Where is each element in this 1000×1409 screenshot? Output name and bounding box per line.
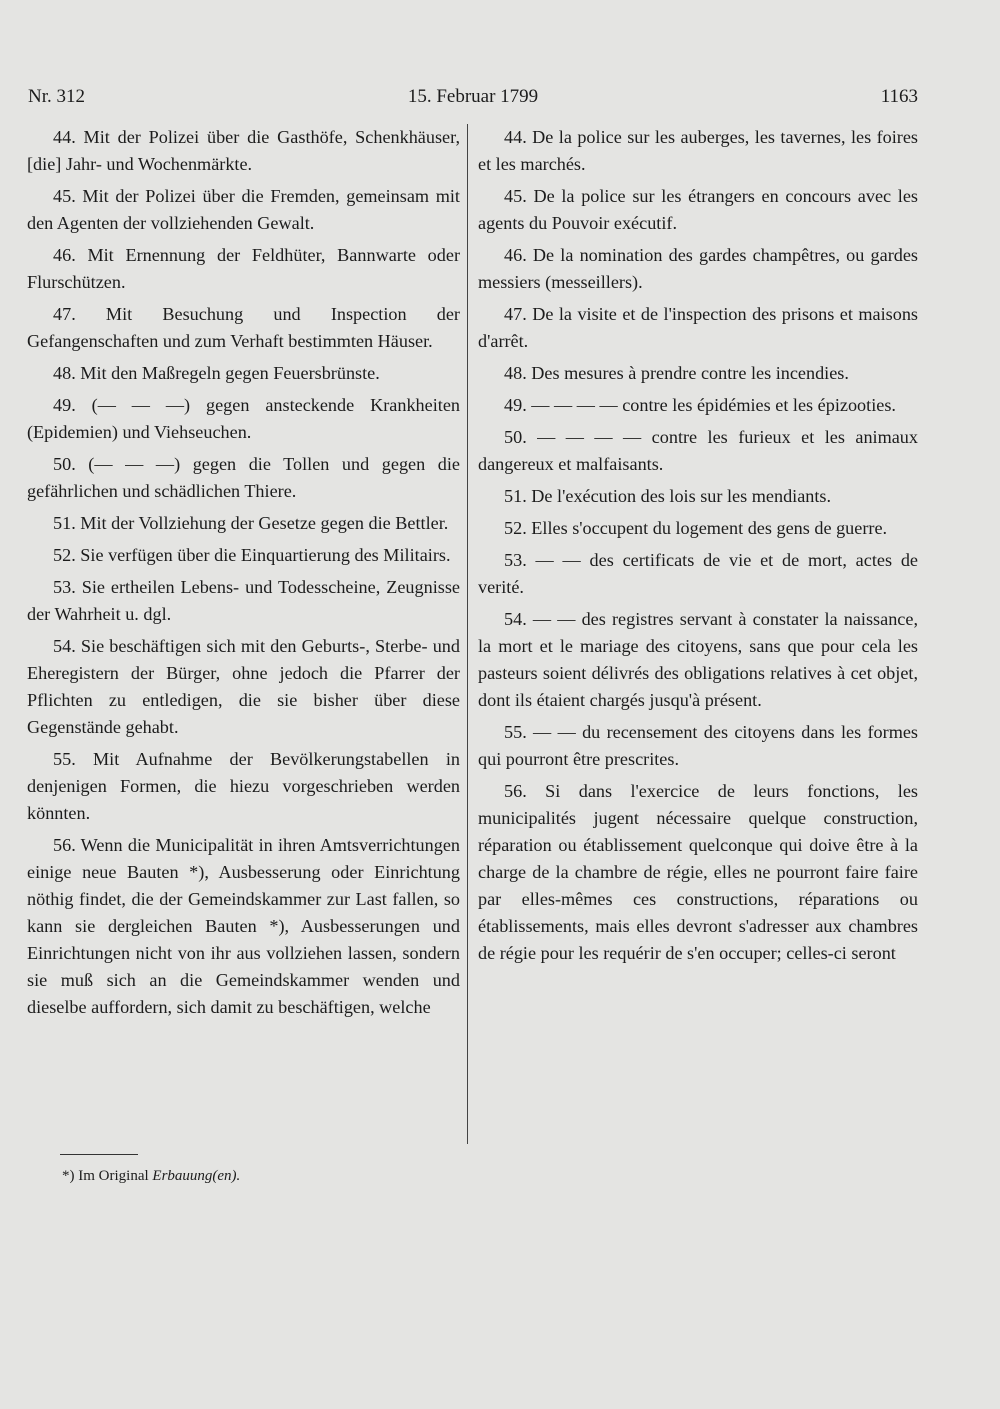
- paragraph-46-de: 46. Mit Ernennung der Feldhüter, Bannwarte oder Flurschützen.: [27, 245, 460, 292]
- paragraph-49-fr: 49. — — — — contre les épidémies et les épizooties.: [504, 395, 896, 415]
- footnote-rule: [60, 1154, 138, 1155]
- paragraph-48-de: 48. Mit den Maßregeln gegen Feuersbrünste.: [53, 363, 380, 383]
- paragraph-46-fr: 46. De la nomination des gardes champêtres, ou gardes messiers (messeillers).: [478, 245, 918, 292]
- paragraph-55-de: 55. Mit Aufnahme der Bevölkerungstabellen in denjenigen Formen, die hiezu vorgeschrieben werden könnten.: [27, 749, 460, 823]
- paragraph-54-de: 54. Sie beschäftigen sich mit den Geburts-, Sterbe- und Eheregistern der Bürger, ohne jedoch die Pfarrer der Pflichten zu entledigen, die sie bisher über diese Gegenstände gehabt.: [27, 636, 460, 737]
- paragraph-53-fr: 53. — — des certificats de vie et de mort, actes de verité.: [478, 550, 918, 597]
- footnote: [62, 1168, 240, 1185]
- paragraph-55-fr: 55. — — du recensement des citoyens dans les formes qui pourront être prescrites.: [478, 722, 918, 769]
- paragraph-54-fr: 54. — — des registres servant à constater la naissance, la mort et le mariage des citoyens, sans que pour cela les pasteurs soient délivrés des obligations relatives à cet objet, dont ils étaient chargés jusqu'à présent.: [478, 609, 918, 710]
- document-date: 15. Februar 1799: [407, 86, 539, 107]
- paragraph-52-fr: 52. Elles s'occupent du logement des gens de guerre.: [504, 518, 888, 538]
- document-number: Nr. 312: [28, 86, 85, 107]
- column-divider: [467, 124, 468, 1144]
- paragraph-53-de: 53. Sie ertheilen Lebens- und Todesscheine, Zeugnisse der Wahrheit u. dgl.: [27, 577, 460, 624]
- page-number: 1163: [880, 86, 918, 107]
- paragraph-56-fr: 56. Si dans l'exercice de leurs fonctions, les municipalités jugent nécessaire quelque construction, réparation ou établissement quelconque qui doive être à la charge de la chambre de régie, elles ne pourront faire faire par elles-mêmes ces constructions, réparations ou établissements, mais elles devront s'adresser aux chambres de régie pour les requérir de s'en occuper; celles-ci seront: [478, 781, 918, 963]
- page-header: [28, 86, 918, 116]
- paragraph-47-de: 47. Mit Besuchung und Inspection der Gefangenschaften und zum Verhaft bestimmten Häuser.: [27, 304, 460, 351]
- paragraph-50-de: 50. (— — —) gegen die Tollen und gegen die gefährlichen und schädlichen Thiere.: [27, 454, 460, 501]
- paragraph-47-fr: 47. De la visite et de l'inspection des prisons et maisons d'arrêt.: [478, 304, 918, 351]
- paragraph-51-fr: 51. De l'exécution des lois sur les mendiants.: [504, 486, 832, 506]
- paragraph-44-de: 44. Mit der Polizei über die Gasthöfe, Schenkhäuser, [die] Jahr- und Wochenmärkte.: [27, 127, 460, 174]
- paragraph-44-fr: 44. De la police sur les auberges, les tavernes, les foires et les marchés.: [478, 127, 918, 174]
- paragraph-51-de: 51. Mit der Vollziehung der Gesetze gegen die Bettler.: [53, 513, 449, 533]
- footnote-italic-text: Erbauung(en).: [152, 1168, 241, 1184]
- french-column: [478, 124, 918, 972]
- paragraph-45-fr: 45. De la police sur les étrangers en concours avec les agents du Pouvoir exécutif.: [478, 186, 918, 233]
- paragraph-52-de: 52. Sie verfügen über die Einquartierung des Militairs.: [53, 545, 451, 565]
- paragraph-45-de: 45. Mit der Polizei über die Fremden, gemeinsam mit den Agenten der vollziehenden Gewalt.: [27, 186, 460, 233]
- paragraph-50-fr: 50. — — — — contre les furieux et les animaux dangereux et malfaisants.: [478, 427, 918, 474]
- german-column: [27, 124, 460, 1026]
- paragraph-48-fr: 48. Des mesures à prendre contre les incendies.: [504, 363, 849, 383]
- footnote-marker: *) Im Original: [62, 1168, 153, 1184]
- paragraph-56-de: 56. Wenn die Municipalität in ihren Amtsverrichtungen einige neue Bauten *), Ausbesserung oder Einrichtung nöthig findet, die der Gemeindskammer zur Last fallen, so kann sie dergleichen Bauten *), Ausbesserungen und Einrichtungen nicht von ihr aus vollziehen lassen, sondern sie muß sich an die Gemeindskammer wenden und dieselbe auffordern, sich damit zu beschäftigen, welche: [27, 835, 460, 1017]
- paragraph-49-de: 49. (— — —) gegen ansteckende Krankheiten (Epidemien) und Viehseuchen.: [27, 395, 460, 442]
